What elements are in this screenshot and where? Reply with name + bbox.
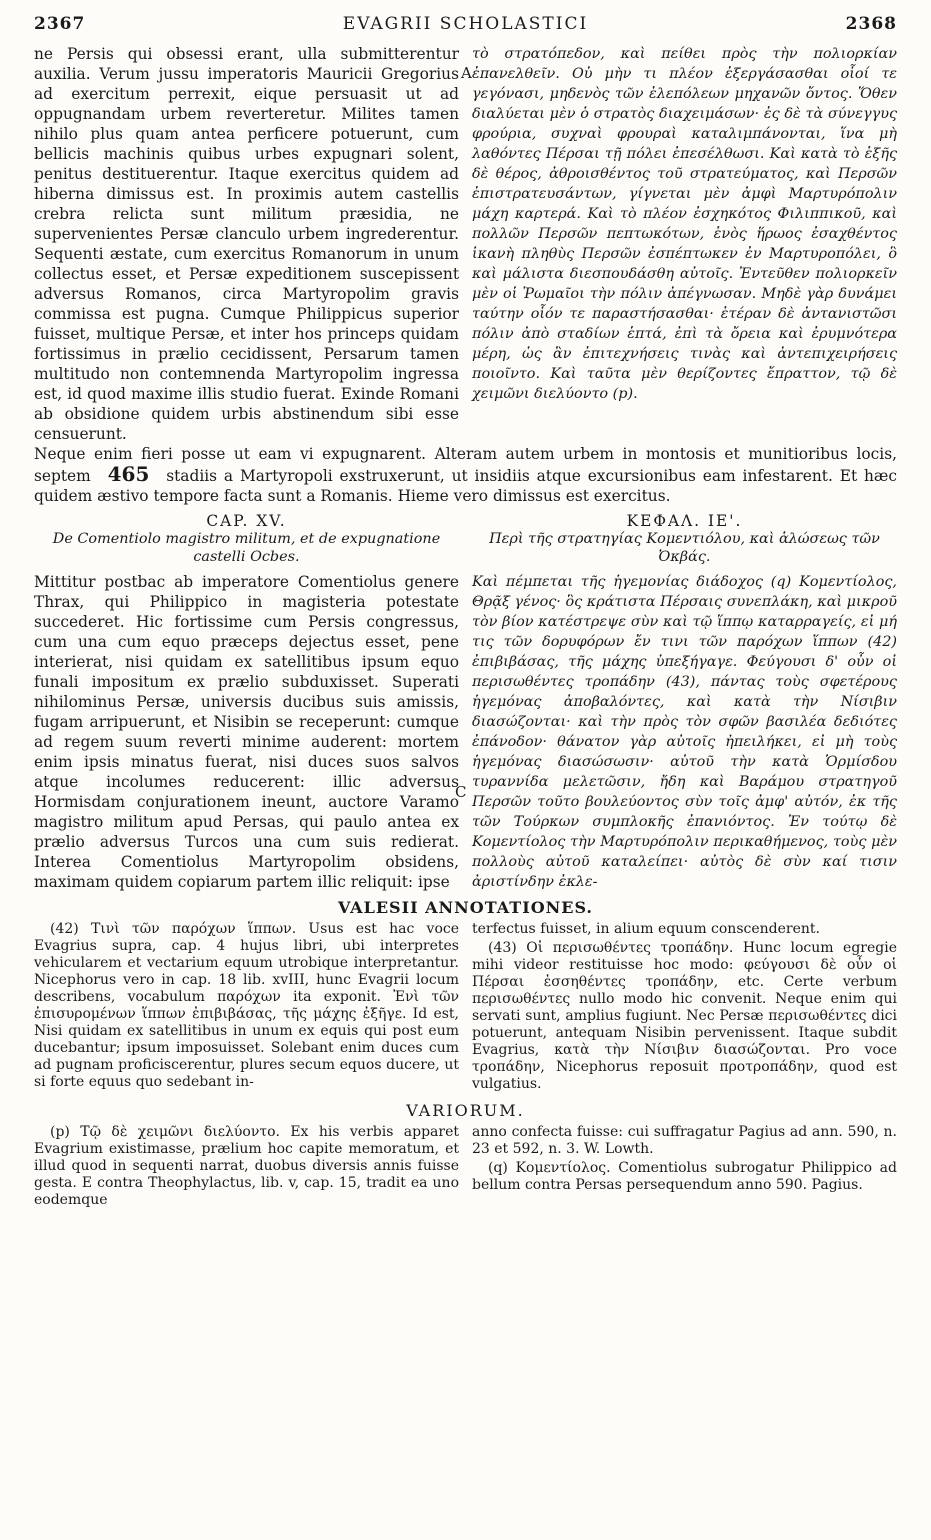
annotation-42-continued: terfectus fuisset, in alium equum conscenderent. — [472, 921, 820, 937]
top-columns — [34, 44, 897, 444]
running-head: EVAGRII SCHOLASTICI — [342, 14, 589, 34]
variorum-note-q: (q) Κομεντίολος. Comentiolus subrogatur Philippico ad bellum contra Persas persequendum anno 590. Pagius. — [472, 1160, 897, 1193]
full-text-before: Neque enim fieri posse ut eam vi expugnarent. Alteram autem urbem in montosis et munitioribus locis, septem — [34, 445, 897, 485]
annotation-42: (42) Τινὶ τῶν παρόχων ἵππων. Usus est hac voce Evagrius supra, cap. 4 hujus libri, ubi interpretes vehicularem et vectarium equum utrobique interpretantur. Nicephorus vero in cap. 18 lib. xvIII, hunc Evagrii locum describens, vocabulum παρόχων ita exponit. Ἐνὶ τῶν ἐπισυρομένων ἵππων ἐπιβιβάσας, τῆς μάχης ἐξῆγε. Id est, Nisi quidam ex satellitibus in unum ex equis qui post eum ducebantur; ipsum imposuisset. Solebant enim duces cum ad pugnam proficiscerentur, plures secum equos ducere, ut si forte equus quo sedebant in- — [34, 921, 459, 1090]
page-column-number: 465 — [107, 462, 150, 486]
annotations-title: VALESII ANNOTATIONES. — [338, 898, 593, 917]
latin-chapter-subtitle: De Comentiolo magistro militum, et de expugnatione castelli Ocbes. — [52, 531, 441, 565]
page-number-left: 2367 — [34, 14, 86, 34]
annotations-columns — [34, 921, 897, 1095]
full-width-paragraph — [34, 444, 897, 506]
latin-chapter-heading: CAP. XV. — [206, 512, 287, 530]
variorum-left — [34, 1124, 459, 1211]
variorum-right — [472, 1124, 897, 1211]
page-header — [34, 14, 897, 44]
latin-chapter — [34, 506, 459, 892]
annotations-right — [472, 921, 897, 1095]
annotations-left — [34, 921, 459, 1095]
greek-chapter-text: Καὶ πέμπεται τῆς ἡγεμονίας διάδοχος (q) Κομεντίολος, Θρᾷξ γένος· ὃς κράτιστα Πέρσαις συνεπλάκη, καὶ μικροῦ τὸν βίον κατέστρεψε σὺν καὶ τῷ ἵππῳ καταρραγείς, εἰ μή τις τῶν δορυφόρων ἔν τινι τῶν παρόχων ἵππων (42) ἐπιβιβάσας, τῆς μάχης ὑπεξήγαγε. Φεύγουσι δ' οὖν οἱ περισωθέντες τροπάδην (43), πάντας τοὺς σφετέρους ἡγεμόνας ἀποβαλόντες, καὶ κατὰ τὴν Νίσιβιν διασώζονται· καὶ τὴν πρὸς τὸν σφῶν βασιλέα δεδιότες ἐπάνοδον· θάνατον γὰρ αὐτοῖς ἠπειλήκει, εἰ μὴ τοὺς ἡγεμόνας διασώσωσιν· αὐτοῦ τὴν κατὰ Ὁρμίσδου τυραννίδα μελετῶσιν, ἤδη καὶ Βαράμου στρατηγοῦ Περσῶν τοῦτο βουλεύοντος σὺν τοῖς ἀμφ' αὐτόν, ἐκ τῆς τῶν Τούρκων συμπλοκῆς ἐπανιόντος. Ἐν τούτῳ δὲ Κομεντίολος τὴν Μαρτυρόπολιν περικαθήμενος, τοὺς μὲν πολλοὺς αὐτοῦ καταλείπει· αὐτὸς δὲ σὺν καί τισιν ἀριστίνδην ἐκλε- — [472, 574, 897, 890]
margin-marker-c: C — [455, 783, 467, 801]
variorum-note-p: (p) Τῷ δὲ χειμῶνι διελύοντο. Ex his verbis apparet Evagrium existimasse, prælium hoc capite memoratum, et illud quod in sequenti narrat, duobus diversis annis fuisse gesta. E contra Theophylactus, lib. v, cap. 15, tradit ea uno eodemque — [34, 1124, 459, 1208]
chapter-columns — [34, 506, 897, 892]
variorum-title: VARIORUM. — [406, 1101, 525, 1120]
full-text-after: stadiis a Martyropoli exstruxerunt, ut insidiis atque excursionibus eam infestarent. Et hæc quidem æstivo tempore facta sunt a Romanis. Hieme vero dimissus est exercitus. — [34, 467, 897, 505]
page-number-right: 2368 — [845, 14, 897, 34]
annotation-43: (43) Οἱ περισωθέντες τροπάδην. Hunc locum egregie mihi videor restituisse hoc modo: φεύγουσι δὲ οὖν οἱ Πέρσαι ἐσσηθέντες τροπάδην, etc. Certe verbum περισωθέντες nullo modo hic convenit. Neque enim qui servati sunt, amplius fugiunt. Nec Persæ περισωθέντες dici potuerunt, antequam Nisibin pervenissent. Itaque subdit Evagrius, κατὰ τὴν Νίσιβιν διασώζονται. Pro voce τροπάδην, Nicephorus reposuit προτροπάδην, quod est vulgatius. — [472, 940, 897, 1092]
greek-chapter-heading: ΚΕΦΑΛ. ΙΕ'. — [626, 512, 743, 530]
greek-chapter — [472, 506, 897, 892]
greek-chapter-subtitle: Περὶ τῆς στρατηγίας Κομεντιόλου, καὶ ἁλώσεως τῶν Ὀκβάς. — [489, 531, 880, 565]
latin-chapter-text: Mittitur postbac ab imperatore Comentiolus genere Thrax, qui Philippico in magisteria potestate succederet. Hic fortissime cum Persis congressus, cum una cum equo præceps dejectus esset, pene interierat, nisi quidam ex satellitibus ipsum equo funali impositum ex prælio subduxisset. Superati nihilominus Persæ, universis ducibus suis amissis, fugam arripuerunt, et Nisibin se receperunt: cumque ad regem suum reverti minime auderent: mortem enim ipsis minatus fuerat, nisi duces suos salvos atque incolumes reducerent: illic adversus Hormisdam conjurationem ineunt, auctore Varamo magistro militum apud Persas, qui paulo antea ex prælio adversus Turcos una cum suis redierat. Interea Comentiolus Martyropolim obsidens, maximam quidem copiarum partem illic reliquit: ipse — [34, 573, 459, 891]
margin-marker-a: A — [461, 64, 472, 82]
variorum-columns — [34, 1124, 897, 1211]
latin-column-top: ne Persis qui obsessi erant, ulla submitterentur auxilia. Verum jussu imperatoris Mauricii Gregorius ad exercitum perrexit, eique persuasit ut ad oppugnandam urbem reverteretur. Milites tamen nihilo plus quam antea perficere potuerunt, cum bellicis machinis quibus urbes expugnari solent, penitus destituerentur. Itaque exercitus quidem ad hiberna dimissus est. In proximis autem castellis crebra relicta sunt militum præsidia, ne supervenientes Persæ clanculo urbem ingrederentur. Sequenti æstate, cum exercitus Romanorum in unum collectus esset, et Persæ expeditionem suscepissent adversus Romanos, circa Martyropolim gravis commissa est pugna. Cumque Philippicus superior fuisset, multique Persæ, et inter hos princeps quidam fortissimus in prælio cecidissent, Persarum tamen multitudo non contemnenda Martyropolim ingressa est, id quod maxime illis studio fuerat. Exinde Romani ab obsidione quidem urbis abstinendum sibi esse censuerunt. — [34, 45, 459, 443]
greek-column-top: τὸ στρατόπεδον, καὶ πείθει πρὸς τὴν πολιορκίαν ἐπανελθεῖν. Οὐ μὴν τι πλέον ἐξεργάσασθαι οἷοί τε γεγόνασι, μηδενὸς τῶν ἑλεπόλεων μηχανῶν ὄντος. Ὅθεν διαλύεται μὲν ὁ στρατὸς διαχειμάσων· ἐς δὲ τὰ σύνεγγυς φρούρια, συχναὶ φρουραὶ καταλιμπάνονται, ἵνα μὴ λαθόντες Πέρσαι τῇ πόλει ἐπεσέλθωσι. Καὶ κατὰ τὸ ἑξῆς δὲ θέρος, ἀθροισθέντος τοῦ στρατεύματος, καὶ Περσῶν ἐπιστρατευσάντων, γίγνεται μὲν ἀμφὶ Μαρτυρόπολιν μάχη καρτερά. Καὶ τὸ πλέον ἐσχηκότος Φιλιππικοῦ, καὶ πολλῶν Περσῶν πεπτωκότων, ἑνὸς ἥρωος ἐσαχθέντος ἱκανὴ πληθὺς Περσῶν ἐσπέπτωκεν ἐν Μαρτυροπόλει, ὃ καὶ μάλιστα διεσπουδάσθη αὐτοῖς. Ἐντεῦθεν πολιορκεῖν μὲν οἱ Ῥωμαῖοι τὴν πόλιν ἀπέγνωσαν. Μηδὲ γὰρ δυνάμει ταύτην οἷόν τε παραστήσασθαι· ἑτέραν δὲ ἀντανιστῶσι πόλιν ἀπὸ σταδίων ἑπτά, ἐπὶ τὰ ὄρεια καὶ ἐρυμνότερα μέρη, ὡς ἂν ἐπιτεχνήσεις τινὰς καὶ ἀντεπιχειρήσεις ποιοῖντο. Καὶ ταῦτα μὲν θερίζοντες ἔπραττον, τῷ δὲ χειμῶνι διελύοντο (p). — [472, 46, 897, 402]
variorum-note-p-continued: anno confecta fuisse: cui suffragatur Pagius ad ann. 590, n. 23 et 592, n. 3. W. Lowth. — [472, 1124, 897, 1157]
